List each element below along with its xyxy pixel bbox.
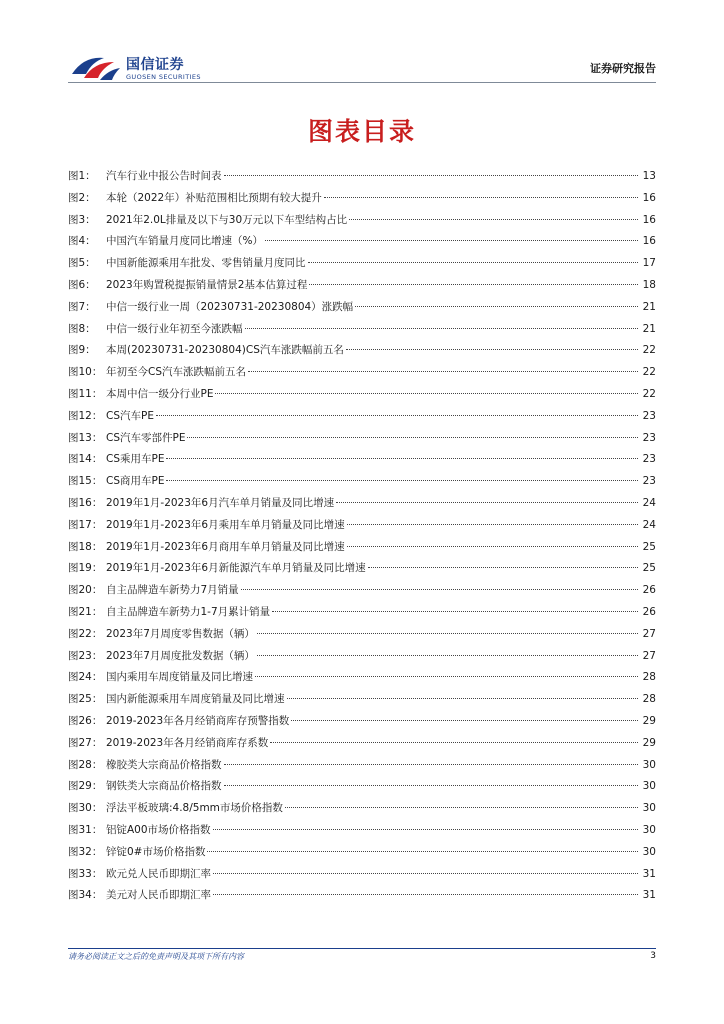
toc-entry-label: 图13： <box>68 431 103 444</box>
toc-entry-title: 中信一级行业年初至今涨跌幅 <box>106 322 243 335</box>
toc-dot-leader <box>355 306 638 307</box>
toc-dot-leader <box>187 437 638 438</box>
toc-dot-leader <box>213 894 638 895</box>
toc-entry-label: 图6： <box>68 278 96 291</box>
toc-entry-label: 图7： <box>68 300 96 313</box>
toc-entry[interactable] <box>68 711 656 733</box>
toc-dot-leader <box>213 873 638 874</box>
toc-entry[interactable] <box>68 340 656 362</box>
toc-entry-page: 18 <box>642 278 656 291</box>
toc-entry-title: 本周中信一级分行业PE <box>106 387 214 400</box>
toc-dot-leader <box>224 764 639 765</box>
toc-entry-title: 国内新能源乘用车周度销量及同比增速 <box>106 693 285 706</box>
page-title: 图表目录 <box>307 117 416 146</box>
toc-entry-title: 2023年7月周度批发数据（辆） <box>106 649 255 662</box>
toc-entry-title: 中国汽车销量月度同比增速（%） <box>106 235 263 248</box>
toc-entry-title: 中国新能源乘用车批发、零售销量月度同比 <box>106 257 306 270</box>
toc-entry-label: 图15： <box>68 475 103 488</box>
toc-entry[interactable] <box>68 319 656 341</box>
toc-entry-label: 图3： <box>68 213 96 226</box>
toc-dot-leader <box>257 633 638 634</box>
toc-entry-title: 2019年1月-2023年6月乘用车单月销量及同比增速 <box>106 518 345 531</box>
toc-entry-title: CS汽车零部件PE <box>106 431 186 444</box>
toc-dot-leader <box>309 284 638 285</box>
toc-entry-title: 国内乘用车周度销量及同比增速 <box>106 671 253 684</box>
toc-entry-page: 22 <box>642 344 656 357</box>
toc-entry-label: 图32： <box>68 845 103 858</box>
toc-entry-title: 美元对人民币即期汇率 <box>106 889 211 902</box>
toc-entry-label: 图4： <box>68 235 96 248</box>
report-type-label: 证券研究报告 <box>590 62 656 75</box>
toc-entry-title: 年初至今CS汽车涨跌幅前五名 <box>106 366 246 379</box>
toc-entry-page: 25 <box>642 540 656 553</box>
toc-entry[interactable] <box>68 733 656 755</box>
toc-entry-page: 30 <box>642 823 656 836</box>
toc-entry[interactable] <box>68 885 656 907</box>
toc-entry-title: 2023年7月周度零售数据（辆） <box>106 627 255 640</box>
toc-entry-title: 锌锭0#市场价格指数 <box>106 845 206 858</box>
toc-entry-title: 自主品牌造车新势力1-7月累计销量 <box>106 605 271 618</box>
toc-entry-label: 图19： <box>68 562 103 575</box>
page-number: 3 <box>650 951 656 961</box>
toc-dot-leader <box>265 240 638 241</box>
toc-entry-label: 图14： <box>68 453 103 466</box>
toc-entry-page: 27 <box>642 627 656 640</box>
toc-entry-label: 图17： <box>68 518 103 531</box>
toc-entry-page: 28 <box>642 693 656 706</box>
toc-entry-page: 29 <box>642 736 656 749</box>
toc-dot-leader <box>215 393 638 394</box>
toc-entry-page: 23 <box>642 431 656 444</box>
toc-dot-leader <box>255 676 638 677</box>
guosen-logo <box>68 50 248 86</box>
toc-entry-page: 22 <box>642 366 656 379</box>
toc-entry-label: 图18： <box>68 540 103 553</box>
toc-dot-leader <box>347 524 638 525</box>
toc-entry-label: 图31： <box>68 823 103 836</box>
toc-entry-page: 22 <box>642 387 656 400</box>
toc-entry-title: 铝锭A00市场价格指数 <box>106 823 211 836</box>
toc-entry-page: 24 <box>642 518 656 531</box>
toc-entry-page: 21 <box>642 300 656 313</box>
toc-entry-page: 30 <box>642 780 656 793</box>
toc-dot-leader <box>166 480 638 481</box>
toc-entry-label: 图25： <box>68 693 103 706</box>
toc-entry-page: 30 <box>642 845 656 858</box>
toc-dot-leader <box>324 197 638 198</box>
toc-entry-page: 31 <box>642 889 656 902</box>
toc-dot-leader <box>270 742 638 743</box>
toc-entry-page: 24 <box>642 496 656 509</box>
toc-dot-leader <box>166 458 638 459</box>
toc-entry-page: 25 <box>642 562 656 575</box>
toc-entry-title: 欧元兑人民币即期汇率 <box>106 867 211 880</box>
toc-entry-title: 2019年1月-2023年6月新能源汽车单月销量及同比增速 <box>106 562 366 575</box>
logo-name-cn: 国信证券 <box>126 57 184 73</box>
toc-entry[interactable] <box>68 537 656 559</box>
toc-entry-page: 27 <box>642 649 656 662</box>
toc-entry-title: 橡胶类大宗商品价格指数 <box>106 758 222 771</box>
toc-entry-page: 31 <box>642 867 656 880</box>
toc-entry-title: 汽车行业中报公告时间表 <box>106 170 222 182</box>
toc-dot-leader <box>245 328 639 329</box>
toc-entry[interactable] <box>68 449 656 471</box>
toc-entry-label: 图20： <box>68 584 103 597</box>
toc-entry-title: 2019-2023年各月经销商库存预警指数 <box>106 714 290 727</box>
toc-entry-label: 图28： <box>68 758 103 771</box>
toc-dot-leader <box>287 698 639 699</box>
toc-entry-title: 自主品牌造车新势力7月销量 <box>106 584 239 597</box>
toc-dot-leader <box>291 720 638 721</box>
toc-entry-label: 图10： <box>68 366 103 379</box>
toc-entry-title: CS汽车PE <box>106 409 154 422</box>
toc-dot-leader <box>285 807 638 808</box>
toc-entry-label: 图21： <box>68 605 103 618</box>
toc-entry-label: 图12： <box>68 409 103 422</box>
toc-dot-leader <box>224 175 639 176</box>
toc-entry[interactable] <box>68 493 656 515</box>
footer-disclaimer: 请务必阅读正文之后的免责声明及其项下所有内容 <box>68 952 244 961</box>
toc-entry[interactable] <box>68 580 656 602</box>
toc-entry[interactable] <box>68 166 656 188</box>
toc-dot-leader <box>156 415 638 416</box>
toc-entry-page: 16 <box>642 191 656 204</box>
toc-dot-leader <box>349 219 638 220</box>
toc-entry-label: 图2： <box>68 191 96 204</box>
toc-entry-label: 图1： <box>68 170 96 182</box>
toc-dot-leader <box>336 502 638 503</box>
toc-entry[interactable] <box>68 231 656 253</box>
toc-entry-title: 浮法平板玻璃:4.8/5mm市场价格指数 <box>106 802 283 815</box>
toc-entry[interactable] <box>68 624 656 646</box>
toc-entry-page: 30 <box>642 802 656 815</box>
toc-entry-title: CS商用车PE <box>106 475 165 488</box>
toc-entry-page: 29 <box>642 714 656 727</box>
toc-entry[interactable] <box>68 864 656 886</box>
toc-entry[interactable] <box>68 297 656 319</box>
toc-entry-page: 17 <box>642 257 656 270</box>
toc-entry[interactable] <box>68 384 656 406</box>
toc-entry-title: 本周(20230731-20230804)CS汽车涨跌幅前五名 <box>106 344 344 357</box>
toc-entry[interactable] <box>68 776 656 798</box>
toc-entry[interactable] <box>68 210 656 232</box>
toc-entry[interactable] <box>68 188 656 210</box>
toc-dot-leader <box>257 655 638 656</box>
toc-entry[interactable] <box>68 646 656 668</box>
footer-divider <box>68 948 656 949</box>
figure-toc-list <box>68 166 656 907</box>
toc-entry-page: 21 <box>642 322 656 335</box>
toc-entry[interactable] <box>68 842 656 864</box>
toc-dot-leader <box>213 829 638 830</box>
toc-entry-title: 2021年2.0L排量及以下与30万元以下车型结构占比 <box>106 213 348 226</box>
toc-dot-leader <box>368 567 638 568</box>
guosen-logo-icon <box>70 54 122 84</box>
toc-dot-leader <box>248 371 638 372</box>
logo-name-en: GUOSEN SECURITIES <box>126 73 201 81</box>
toc-entry-label: 图26： <box>68 714 103 727</box>
toc-entry[interactable] <box>68 253 656 275</box>
toc-entry-title: 2019年1月-2023年6月汽车单月销量及同比增速 <box>106 496 335 509</box>
toc-entry-label: 图8： <box>68 322 96 335</box>
toc-dot-leader <box>224 785 639 786</box>
toc-entry-page: 16 <box>642 235 656 248</box>
toc-entry-page: 16 <box>642 213 656 226</box>
toc-entry-label: 图33： <box>68 867 103 880</box>
toc-dot-leader <box>272 611 638 612</box>
toc-entry-label: 图34： <box>68 889 103 902</box>
toc-entry-label: 图5： <box>68 257 96 270</box>
toc-entry-title: 2023年购置税提振销量情景2基本估算过程 <box>106 278 308 291</box>
toc-entry-label: 图22： <box>68 627 103 640</box>
toc-entry-label: 图24： <box>68 671 103 684</box>
toc-entry[interactable] <box>68 689 656 711</box>
toc-entry-label: 图29： <box>68 780 103 793</box>
toc-entry[interactable] <box>68 755 656 777</box>
toc-entry-title: 本轮（2022年）补贴范围相比预期有较大提升 <box>106 191 322 204</box>
toc-entry[interactable] <box>68 275 656 297</box>
toc-dot-leader <box>347 546 638 547</box>
toc-entry-title: 2019年1月-2023年6月商用车单月销量及同比增速 <box>106 540 345 553</box>
toc-entry[interactable] <box>68 798 656 820</box>
toc-dot-leader <box>308 262 639 263</box>
toc-entry[interactable] <box>68 428 656 450</box>
toc-entry[interactable] <box>68 602 656 624</box>
toc-entry-page: 28 <box>642 671 656 684</box>
toc-entry[interactable] <box>68 362 656 384</box>
toc-entry-label: 图16： <box>68 496 103 509</box>
toc-entry-label: 图27： <box>68 736 103 749</box>
toc-entry-title: CS乘用车PE <box>106 453 165 466</box>
toc-entry-page: 30 <box>642 758 656 771</box>
toc-entry-title: 中信一级行业一周（20230731-20230804）涨跌幅 <box>106 300 354 313</box>
toc-entry[interactable] <box>68 471 656 493</box>
toc-entry[interactable] <box>68 406 656 428</box>
toc-dot-leader <box>346 349 638 350</box>
toc-entry-label: 图30： <box>68 802 103 815</box>
toc-entry-page: 26 <box>642 584 656 597</box>
toc-dot-leader <box>241 589 638 590</box>
toc-entry-label: 图11： <box>68 387 103 400</box>
toc-entry[interactable] <box>68 515 656 537</box>
toc-entry-label: 图9： <box>68 344 96 357</box>
toc-entry-page: 26 <box>642 605 656 618</box>
toc-entry[interactable] <box>68 820 656 842</box>
toc-entry-page: 23 <box>642 453 656 466</box>
toc-entry-page: 23 <box>642 475 656 488</box>
toc-entry[interactable] <box>68 558 656 580</box>
toc-entry-title: 2019-2023年各月经销商库存系数 <box>106 736 269 749</box>
toc-entry-title: 钢铁类大宗商品价格指数 <box>106 780 222 793</box>
header-divider <box>68 82 656 83</box>
toc-entry[interactable] <box>68 667 656 689</box>
toc-entry-page: 13 <box>642 170 656 182</box>
toc-entry-page: 23 <box>642 409 656 422</box>
toc-dot-leader <box>207 851 638 852</box>
toc-entry-label: 图23： <box>68 649 103 662</box>
